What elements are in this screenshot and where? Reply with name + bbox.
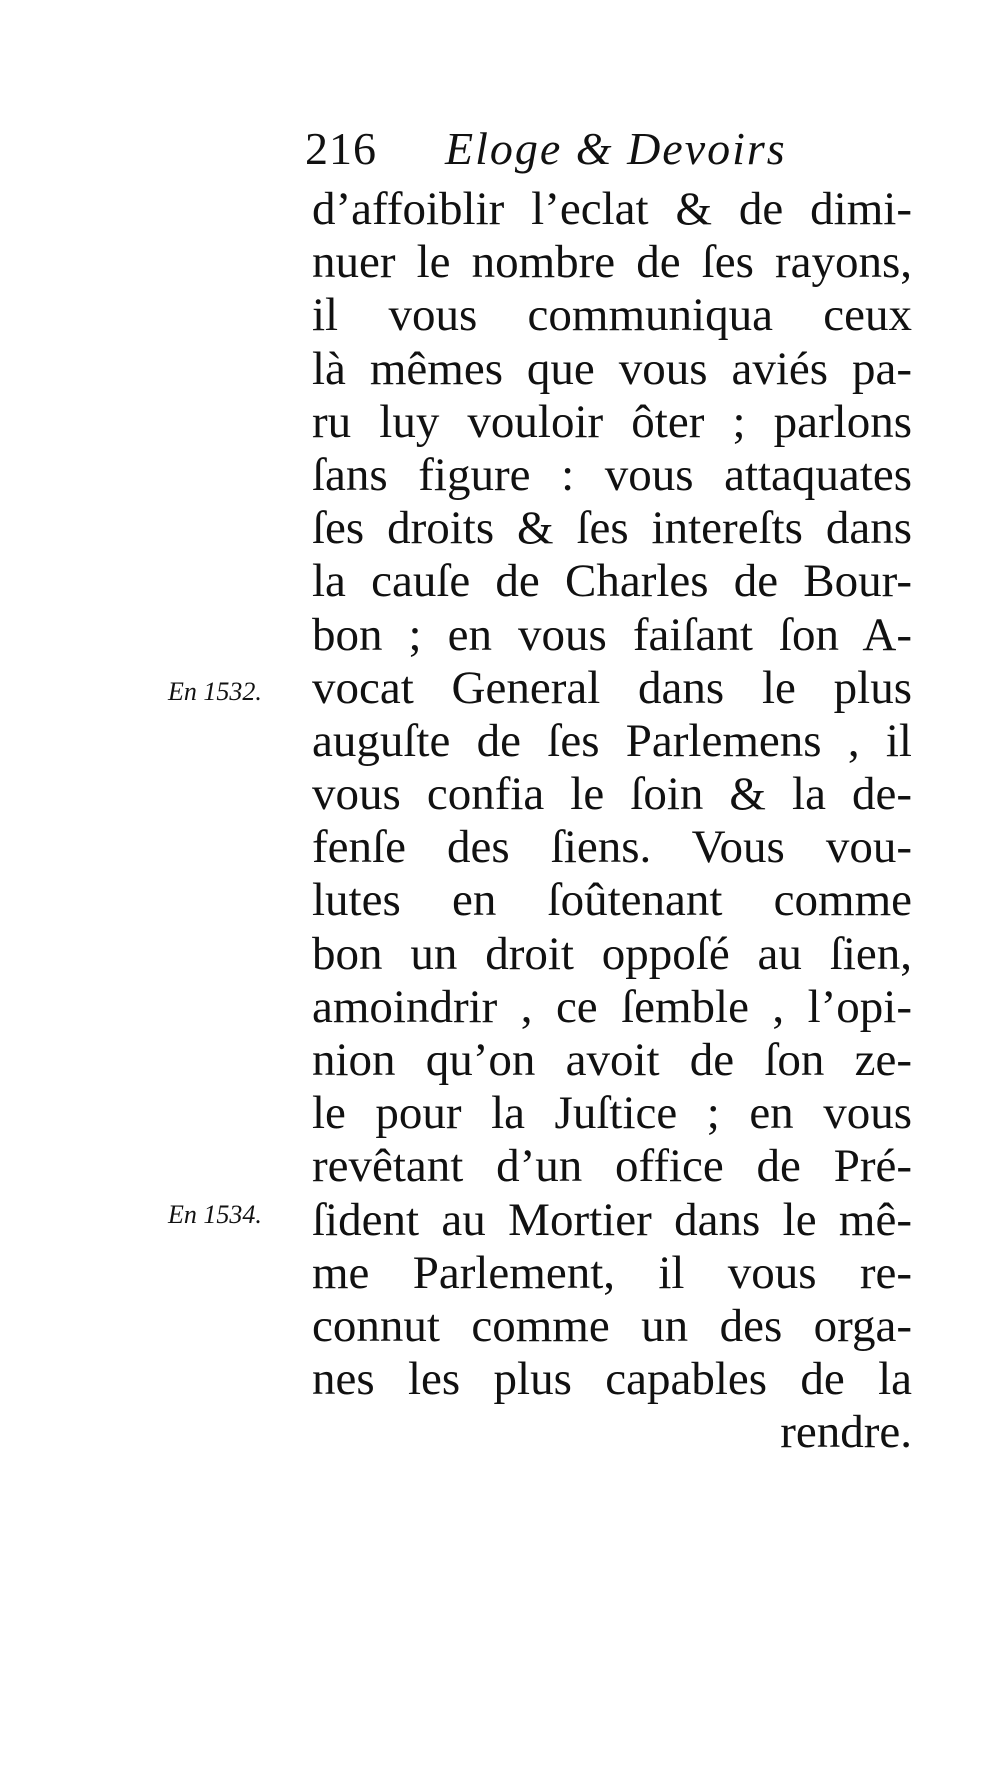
- text-line: me Parlement, il vous re-: [312, 1246, 912, 1299]
- page-header: [305, 122, 905, 182]
- text-line-last: rendre.: [780, 1406, 912, 1459]
- running-title: Eloge & Devoirs: [445, 123, 787, 174]
- text-line: ſident au Mortier dans le mê-: [312, 1193, 912, 1246]
- text-line: nuer le nombre de ſes rayons,: [312, 236, 912, 289]
- text-line: ſes droits & ſes intereſts dans: [312, 502, 912, 555]
- text-line: amoindrir , ce ſemble , l’opi-: [312, 980, 912, 1033]
- text-line: il vous communiqua ceux: [312, 289, 912, 342]
- text-line: nes les plus capables de la: [312, 1353, 912, 1406]
- text-line: bon un droit oppoſé au ſien,: [312, 927, 912, 980]
- text-line: fenſe des ſiens. Vous vou-: [312, 821, 912, 874]
- page-number: 216: [305, 123, 377, 174]
- text-line: vocat General dans le plus: [312, 661, 912, 714]
- text-line: vous confia le ſoin & la de-: [312, 768, 912, 821]
- margin-note-1532: En 1532.: [168, 677, 262, 706]
- text-line: bon ; en vous faiſant ſon A-: [312, 608, 912, 661]
- text-line: le pour la Juſtice ; en vous: [312, 1087, 912, 1140]
- text-line: auguſte de ſes Parlemens , il: [312, 714, 912, 767]
- text-line: ſans figure : vous attaquates: [312, 448, 912, 501]
- text-line: lutes en ſoûtenant comme: [312, 874, 912, 927]
- text-line: là mêmes que vous aviés pa-: [312, 342, 912, 395]
- body-text: [312, 183, 912, 1460]
- text-line: d’affoiblir l’eclat & de dimi-: [312, 183, 912, 235]
- text-line: connut comme un des orga-: [312, 1299, 912, 1352]
- text-line: la cauſe de Charles de Bour-: [312, 555, 912, 608]
- text-line: ru luy vouloir ôter ; parlons: [312, 395, 912, 448]
- text-line: revêtant d’un office de Pré-: [312, 1140, 912, 1193]
- text-line: nion qu’on avoit de ſon ze-: [312, 1034, 912, 1086]
- margin-note-1534: En 1534.: [168, 1200, 262, 1229]
